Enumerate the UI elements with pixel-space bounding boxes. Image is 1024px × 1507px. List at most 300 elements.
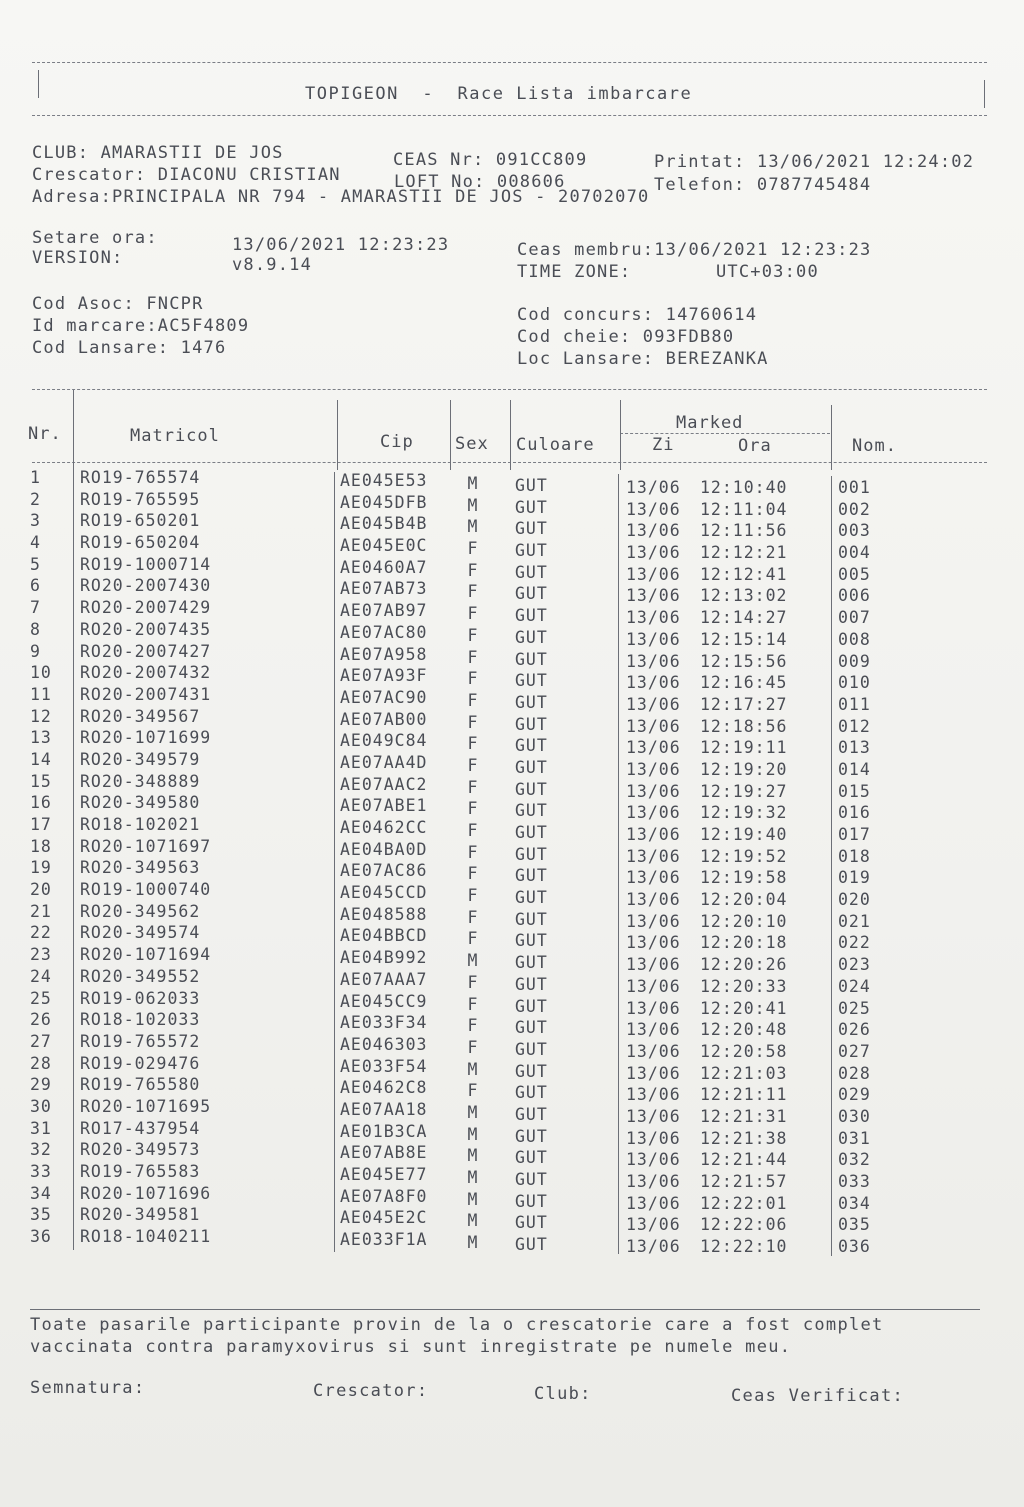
cell-ora: 12:20:41 <box>700 998 788 1018</box>
cell-sex: M <box>467 474 479 493</box>
cell-zi: 13/06 <box>626 499 681 519</box>
cell-nom: 021 <box>838 911 871 931</box>
cell-culoare: GUT <box>515 1213 548 1233</box>
cell-sex: M <box>467 1168 479 1187</box>
cell-zi: 13/06 <box>626 738 681 758</box>
cell-cip: AE04BA0D <box>340 839 428 859</box>
cell-ora: 12:22:06 <box>700 1215 788 1235</box>
cell-nom: 005 <box>838 564 871 584</box>
table-row <box>0 771 1024 801</box>
cell-ora: 12:11:04 <box>700 499 788 519</box>
cell-ora: 12:19:52 <box>700 846 788 866</box>
cell-ora: 12:21:31 <box>700 1106 788 1126</box>
table-row <box>0 749 1024 779</box>
cell-culoare: GUT <box>515 1191 548 1211</box>
cell-culoare: GUT <box>515 974 548 994</box>
cell-zi: 13/06 <box>626 1128 681 1148</box>
cell-nom: 034 <box>838 1193 871 1213</box>
cell-matricol: RO20-2007429 <box>80 598 212 618</box>
cell-culoare: GUT <box>515 888 548 908</box>
cell-matricol: RO20-349552 <box>80 966 201 986</box>
cell-matricol: RO20-349579 <box>80 749 201 769</box>
table-row <box>0 945 1024 975</box>
cell-nom: 010 <box>838 673 871 693</box>
cell-cip: AE033F1A <box>340 1230 428 1250</box>
cell-sex: F <box>467 690 479 710</box>
cell-matricol: RO20-349574 <box>80 923 201 943</box>
cell-culoare: GUT <box>515 541 548 561</box>
cell-ora: 12:20:48 <box>700 1020 788 1040</box>
col-header-matricol: Matricol <box>130 426 220 446</box>
cell-zi: 13/06 <box>626 716 681 736</box>
cell-culoare: GUT <box>515 671 548 691</box>
cell-sex: M <box>467 1059 479 1079</box>
cell-cip: AE0460A7 <box>340 557 428 577</box>
footer-rule <box>30 1309 980 1310</box>
cell-culoare: GUT <box>515 1104 548 1124</box>
cell-nr: 22 <box>30 923 52 943</box>
time-setting-value: 13/06/2021 12:23:23 <box>232 235 450 255</box>
cell-nr: 1 <box>30 468 41 487</box>
cell-matricol: RO19-1000740 <box>80 880 212 900</box>
marked-sub-rule <box>620 433 830 434</box>
table-row <box>0 858 1024 888</box>
cell-matricol: RO18-102021 <box>80 815 201 834</box>
cell-nom: 035 <box>838 1215 871 1235</box>
cell-zi: 13/06 <box>626 564 681 584</box>
cell-ora: 12:21:38 <box>700 1128 788 1148</box>
cell-sex: F <box>467 1016 479 1036</box>
cell-nr: 26 <box>30 1010 52 1030</box>
table-body <box>0 468 1024 1257</box>
cell-nom: 030 <box>838 1106 871 1126</box>
cell-ora: 12:21:57 <box>700 1172 788 1191</box>
cell-nom: 020 <box>838 890 871 910</box>
club-name: CLUB: AMARASTII DE JOS <box>32 143 284 163</box>
banner-border-left <box>38 70 39 98</box>
cell-nr: 6 <box>30 576 41 596</box>
version-label: VERSION: <box>32 248 124 268</box>
table-row <box>0 598 1024 628</box>
cell-matricol: RO17-437954 <box>80 1118 201 1138</box>
banner-border-top <box>32 62 987 63</box>
cell-matricol: RO19-765595 <box>80 489 201 509</box>
cell-zi: 13/06 <box>626 521 681 541</box>
cell-matricol: RO19-650201 <box>80 511 201 531</box>
cell-sex: F <box>467 582 479 602</box>
cell-ora: 12:13:02 <box>700 586 788 606</box>
cell-nr: 31 <box>30 1118 52 1138</box>
cell-cip: AE07ABE1 <box>340 796 428 816</box>
cell-zi: 13/06 <box>626 911 681 931</box>
table-row <box>0 576 1024 606</box>
cell-matricol: RO20-2007435 <box>80 619 212 639</box>
cell-ora: 12:21:44 <box>700 1150 788 1170</box>
cell-culoare: GUT <box>515 1083 548 1103</box>
cell-zi: 13/06 <box>626 478 681 497</box>
cell-nr: 11 <box>30 684 52 704</box>
cell-nr: 30 <box>30 1096 52 1116</box>
cell-nr: 2 <box>30 489 41 509</box>
cell-matricol: RO20-1071699 <box>80 728 212 748</box>
cell-nr: 18 <box>30 836 52 856</box>
cell-matricol: RO19-765574 <box>80 468 201 487</box>
cell-ora: 12:19:32 <box>700 803 788 823</box>
cell-matricol: RO20-2007430 <box>80 576 212 596</box>
cell-sex: F <box>467 929 479 949</box>
table-row <box>0 1162 1024 1191</box>
cell-nom: 032 <box>838 1150 871 1170</box>
cell-sex: M <box>467 495 479 515</box>
table-row <box>0 1096 1024 1126</box>
breeder-name: Crescator: DIACONU CRISTIAN <box>32 165 341 185</box>
cell-cip: AE01B3CA <box>340 1121 428 1141</box>
cell-cip: AE049C84 <box>340 731 428 751</box>
cell-sex: F <box>467 1081 479 1101</box>
cell-culoare: GUT <box>515 1170 548 1189</box>
cell-culoare: GUT <box>515 1018 548 1038</box>
cell-nom: 036 <box>838 1237 871 1257</box>
cell-zi: 13/06 <box>626 629 681 649</box>
cell-nr: 25 <box>30 988 52 1008</box>
cell-sex: F <box>467 799 479 819</box>
cell-culoare: GUT <box>515 649 548 669</box>
cell-nr: 29 <box>30 1075 52 1095</box>
table-row <box>0 836 1024 866</box>
cell-culoare: GUT <box>515 909 548 929</box>
cell-ora: 12:12:21 <box>700 543 788 563</box>
cell-matricol: RO20-349581 <box>80 1205 201 1225</box>
cell-sex: F <box>467 994 479 1014</box>
cell-ora: 12:10:40 <box>700 478 788 497</box>
time-setting-label: Setare ora: <box>32 228 158 248</box>
vaccination-statement-line2: vaccinata contra paramyxovirus si sunt inregistrate pe numele meu. <box>30 1337 792 1357</box>
release-code: Cod Lansare: 1476 <box>32 338 227 358</box>
table-row <box>0 489 1024 519</box>
cell-matricol: RO20-349562 <box>80 901 201 921</box>
cell-culoare: GUT <box>515 606 548 626</box>
cell-ora: 12:14:27 <box>700 608 788 628</box>
cell-zi: 13/06 <box>626 1106 681 1126</box>
col-header-sex: Sex <box>455 434 489 454</box>
cell-cip: AE07AB00 <box>340 709 428 729</box>
cell-culoare: GUT <box>515 714 548 734</box>
table-row <box>0 1205 1024 1235</box>
table-row <box>0 966 1024 996</box>
cell-culoare: GUT <box>515 736 548 756</box>
cell-nom: 023 <box>838 955 871 975</box>
cell-nr: 35 <box>30 1205 52 1225</box>
table-row <box>0 901 1024 931</box>
cell-cip: AE07AB73 <box>340 579 428 599</box>
table-row <box>0 1227 1024 1257</box>
cell-ora: 12:19:40 <box>700 825 788 844</box>
cell-sex: F <box>467 907 479 927</box>
cell-sex: F <box>467 777 479 797</box>
banner-border-bottom <box>32 115 987 116</box>
printed-timestamp: Printat: 13/06/2021 12:24:02 <box>654 152 975 172</box>
cell-matricol: RO20-348889 <box>80 771 201 791</box>
cell-matricol: RO20-2007431 <box>80 684 212 704</box>
cell-culoare: GUT <box>515 996 548 1016</box>
cell-cip: AE07AA4D <box>340 752 428 772</box>
cell-zi: 13/06 <box>626 868 681 888</box>
cell-ora: 12:16:45 <box>700 673 788 693</box>
cell-zi: 13/06 <box>626 825 681 844</box>
banner-border-right <box>984 80 985 108</box>
cell-cip: AE0462CC <box>340 818 428 837</box>
contest-code: Cod concurs: 14760614 <box>517 305 758 325</box>
header-divider-sex <box>510 400 511 470</box>
table-row <box>0 923 1024 953</box>
cell-zi: 13/06 <box>626 781 681 801</box>
header-divider-nr <box>73 390 74 470</box>
cell-nom: 001 <box>838 478 871 497</box>
cell-nom: 008 <box>838 629 871 649</box>
cell-nr: 34 <box>30 1183 52 1203</box>
cell-sex: F <box>467 625 479 645</box>
table-row <box>0 1010 1024 1040</box>
release-location: Loc Lansare: BEREZANKA <box>517 349 769 369</box>
cell-nom: 007 <box>838 608 871 628</box>
col-header-marked: Marked <box>676 413 744 433</box>
table-row <box>0 880 1024 910</box>
cell-nom: 025 <box>838 998 871 1018</box>
cell-zi: 13/06 <box>626 976 681 996</box>
cell-culoare: GUT <box>515 866 548 886</box>
col-header-cip: Cip <box>380 432 414 452</box>
cell-nom: 026 <box>838 1020 871 1040</box>
cell-culoare: GUT <box>515 627 548 647</box>
cell-nom: 006 <box>838 586 871 606</box>
col-header-zi: Zi <box>652 435 675 455</box>
ceas-number: CEAS Nr: 091CC809 <box>393 150 588 170</box>
cell-matricol: RO19-062033 <box>80 988 201 1008</box>
cell-zi: 13/06 <box>626 759 681 779</box>
cell-culoare: GUT <box>515 1061 548 1081</box>
cell-zi: 13/06 <box>626 846 681 866</box>
cell-culoare: GUT <box>515 779 548 799</box>
cell-nom: 003 <box>838 521 871 541</box>
member-clock-time: Ceas membru:13/06/2021 12:23:23 <box>517 240 872 260</box>
cell-matricol: RO20-1071695 <box>80 1096 212 1116</box>
cell-nom: 014 <box>838 759 871 779</box>
cell-sex: F <box>467 560 479 580</box>
cell-nom: 011 <box>838 694 871 714</box>
table-row <box>0 728 1024 758</box>
cell-sex: M <box>467 1233 479 1253</box>
cell-nom: 015 <box>838 781 871 801</box>
cell-cip: AE04B992 <box>340 948 428 968</box>
cell-cip: AE07AAA7 <box>340 969 428 989</box>
cell-ora: 12:22:01 <box>700 1193 788 1213</box>
banner-title: TOPIGEON - Race Lista imbarcare <box>305 84 693 104</box>
table-row <box>0 684 1024 714</box>
cell-zi: 13/06 <box>626 803 681 823</box>
signature-label: Semnatura: <box>30 1378 146 1398</box>
cell-matricol: RO20-349567 <box>80 706 201 726</box>
cell-ora: 12:18:56 <box>700 716 788 736</box>
cell-cip: AE07A8F0 <box>340 1186 428 1206</box>
cell-nr: 9 <box>30 641 41 661</box>
cell-cip: AE033F34 <box>340 1013 428 1033</box>
table-row <box>0 619 1024 649</box>
cell-cip: AE033F54 <box>340 1056 428 1076</box>
cell-sex: F <box>467 712 479 732</box>
cell-zi: 13/06 <box>626 1150 681 1170</box>
cell-cip: AE045E77 <box>340 1165 428 1184</box>
cell-ora: 12:20:10 <box>700 911 788 931</box>
header-divider-matricol <box>337 400 338 470</box>
cell-nom: 013 <box>838 738 871 758</box>
cell-sex: F <box>467 539 479 559</box>
cell-zi: 13/06 <box>626 1063 681 1083</box>
cell-nr: 16 <box>30 793 52 813</box>
cell-sex: M <box>467 1211 479 1231</box>
loft-number: LOFT No: 008606 <box>394 172 566 192</box>
cell-zi: 13/06 <box>626 608 681 628</box>
cell-ora: 12:20:26 <box>700 955 788 975</box>
marking-id: Id marcare:AC5F4809 <box>32 316 250 336</box>
cell-cip: AE045E2C <box>340 1208 428 1228</box>
cell-nr: 21 <box>30 901 52 921</box>
table-row <box>0 706 1024 736</box>
cell-nom: 016 <box>838 803 871 823</box>
cell-zi: 13/06 <box>626 1215 681 1235</box>
cell-matricol: RO20-1071694 <box>80 945 212 965</box>
table-row <box>0 815 1024 844</box>
cell-matricol: RO20-1071697 <box>80 836 212 856</box>
table-top-rule <box>32 389 987 390</box>
cell-sex: F <box>467 886 479 906</box>
cell-culoare: GUT <box>515 931 548 951</box>
cell-nr: 23 <box>30 945 52 965</box>
table-row <box>0 793 1024 823</box>
cell-culoare: GUT <box>515 801 548 821</box>
cell-cip: AE07AAC2 <box>340 774 428 794</box>
cell-cip: AE07AC86 <box>340 861 428 881</box>
cell-nr: 27 <box>30 1031 52 1051</box>
cell-nr: 4 <box>30 533 41 553</box>
cell-ora: 12:19:20 <box>700 759 788 779</box>
cell-nom: 031 <box>838 1128 871 1148</box>
cell-culoare: GUT <box>515 844 548 864</box>
cell-nr: 36 <box>30 1227 52 1247</box>
cell-nom: 004 <box>838 543 871 563</box>
cell-cip: AE045CC9 <box>340 991 428 1011</box>
time-zone-label: TIME ZONE: <box>517 262 632 282</box>
cell-zi: 13/06 <box>626 933 681 953</box>
cell-nr: 7 <box>30 598 41 618</box>
table-row <box>0 1075 1024 1105</box>
cell-nom: 024 <box>838 976 871 996</box>
cell-zi: 13/06 <box>626 673 681 693</box>
cell-nom: 012 <box>838 716 871 736</box>
col-header-nom: Nom. <box>852 436 897 456</box>
cell-nr: 14 <box>30 749 52 769</box>
phone-number: Telefon: 0787745484 <box>654 175 872 195</box>
cell-culoare: GUT <box>515 757 548 777</box>
cell-nom: 009 <box>838 651 871 671</box>
cell-nr: 13 <box>30 728 52 748</box>
key-code: Cod cheie: 093FDB80 <box>517 327 735 347</box>
cell-ora: 12:11:56 <box>700 521 788 541</box>
cell-culoare: GUT <box>515 1126 548 1146</box>
cell-cip: AE045E0C <box>340 536 428 556</box>
cell-cip: AE07AB97 <box>340 601 428 621</box>
cell-sex: M <box>467 1102 479 1122</box>
cell-nom: 018 <box>838 846 871 866</box>
col-header-ora: Ora <box>738 436 772 456</box>
table-row <box>0 554 1024 584</box>
cell-culoare: GUT <box>515 1039 548 1059</box>
cell-ora: 12:20:18 <box>700 933 788 953</box>
cell-ora: 12:20:04 <box>700 890 788 910</box>
cell-zi: 13/06 <box>626 998 681 1018</box>
table-row <box>0 988 1024 1018</box>
header-divider-marked <box>831 405 832 470</box>
cell-zi: 13/06 <box>626 1172 681 1191</box>
cell-zi: 13/06 <box>626 543 681 563</box>
cell-nr: 3 <box>30 511 41 531</box>
cell-sex: F <box>467 1037 479 1057</box>
table-row <box>0 1140 1024 1170</box>
cell-zi: 13/06 <box>626 1085 681 1105</box>
version-value: v8.9.14 <box>232 255 313 275</box>
cell-sex: F <box>467 647 479 667</box>
cell-cip: AE045B4B <box>340 514 428 534</box>
cell-nom: 019 <box>838 868 871 888</box>
cell-ora: 12:20:33 <box>700 976 788 996</box>
cell-culoare: GUT <box>515 519 548 539</box>
cell-sex: F <box>467 755 479 775</box>
cell-nr: 32 <box>30 1140 52 1160</box>
table-row <box>0 1118 1024 1148</box>
cell-zi: 13/06 <box>626 955 681 975</box>
cell-ora: 12:19:27 <box>700 781 788 801</box>
cell-nom: 033 <box>838 1172 871 1191</box>
cell-matricol: RO20-2007427 <box>80 641 212 661</box>
cell-nom: 002 <box>838 499 871 519</box>
cell-culoare: GUT <box>515 823 548 842</box>
cell-matricol: RO18-1040211 <box>80 1227 212 1247</box>
cell-cip: AE045DFB <box>340 492 428 512</box>
cell-sex: F <box>467 734 479 754</box>
time-zone-value: UTC+03:00 <box>716 262 819 282</box>
cell-cip: AE045E53 <box>340 471 428 490</box>
cell-sex: F <box>467 604 479 624</box>
cell-matricol: RO19-765583 <box>80 1162 201 1181</box>
cell-zi: 13/06 <box>626 1237 681 1257</box>
table-row <box>0 641 1024 671</box>
cell-cip: AE0462C8 <box>340 1078 428 1098</box>
cell-matricol: RO20-2007432 <box>80 663 212 683</box>
cell-cip: AE045CCD <box>340 883 428 903</box>
table-row <box>0 511 1024 541</box>
col-header-nr: Nr. <box>28 424 62 444</box>
cell-culoare: GUT <box>515 497 548 517</box>
cell-ora: 12:15:14 <box>700 629 788 649</box>
cell-zi: 13/06 <box>626 694 681 714</box>
cell-sex: F <box>467 821 479 840</box>
cell-zi: 13/06 <box>626 586 681 606</box>
breeder-signature-label: Crescator: <box>313 1381 429 1401</box>
cell-cip: AE07AC80 <box>340 622 428 642</box>
cell-ora: 12:15:56 <box>700 651 788 671</box>
table-row <box>0 1031 1024 1061</box>
cell-zi: 13/06 <box>626 1041 681 1061</box>
header-divider-cip <box>450 400 451 470</box>
